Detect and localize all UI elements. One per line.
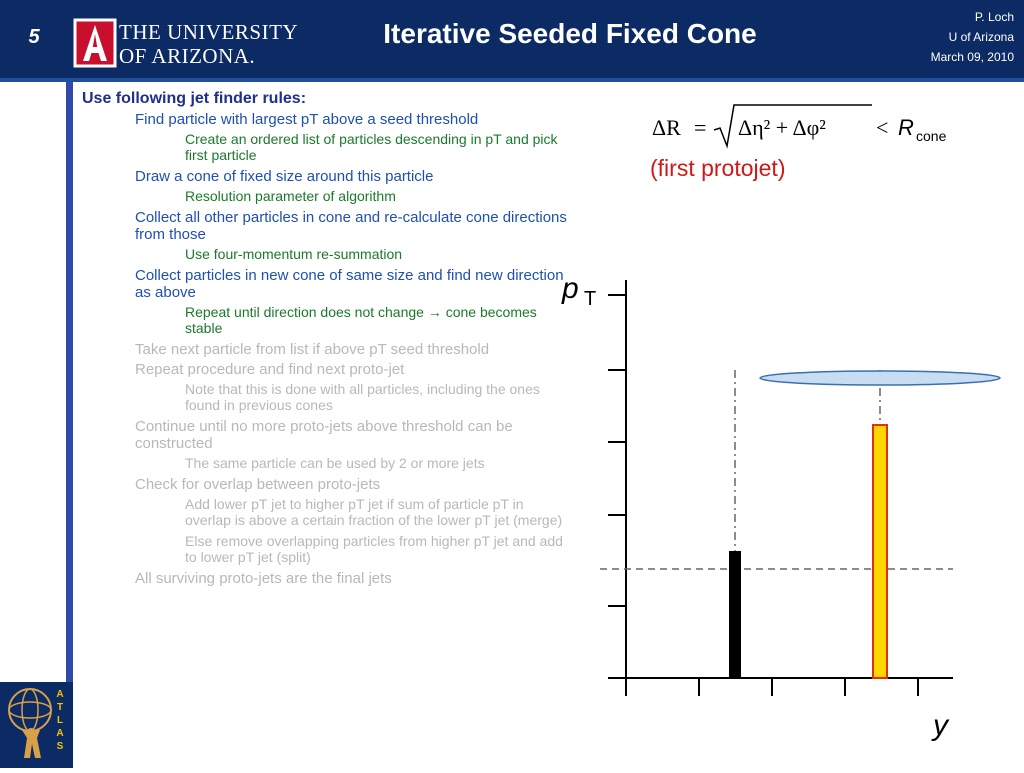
x-axis-label: y bbox=[933, 709, 948, 742]
bullet-item: Check for overlap between proto-jets bbox=[135, 476, 381, 493]
bullet-item: All surviving proto-jets are the final jets bbox=[135, 570, 392, 587]
logo-text-line2: OF ARIZONA. bbox=[119, 44, 256, 68]
formula-less-than: < bbox=[876, 115, 889, 140]
author-block bbox=[931, 7, 1014, 67]
high-pt-particle-bar bbox=[873, 425, 887, 678]
sub-bullet-item: Add lower pT jet to higher pT jet if sum of particle pT in overlap is above a certain fraction of the lower pT jet (merge) bbox=[185, 496, 563, 528]
left-accent-bar bbox=[66, 82, 73, 682]
slide-number: 5 bbox=[28, 26, 40, 48]
slide-title: Iterative Seeded Fixed Cone bbox=[383, 18, 757, 49]
header-divider bbox=[0, 78, 1024, 82]
y-axis-ticks bbox=[608, 295, 626, 606]
sub-bullet-item: Repeat until direction does not change → cone becomes stable bbox=[185, 304, 537, 336]
bullet-item: Collect particles in new cone of same size and find new direction as above bbox=[135, 267, 564, 301]
atlas-letter: A bbox=[56, 689, 64, 700]
bullet-item: Collect all other particles in cone and re-calculate cone directions from those bbox=[135, 209, 567, 243]
y-axis-label-subscript: T bbox=[584, 288, 597, 310]
bullet-item: Find particle with largest pT above a seed threshold bbox=[135, 111, 479, 128]
protojet-annotation: (first protojet) bbox=[650, 155, 786, 181]
jet-pt-diagram bbox=[560, 265, 1020, 768]
formula-svg bbox=[650, 102, 960, 152]
bullet-item: Continue until no more proto-jets above threshold can be constructed bbox=[135, 418, 513, 452]
sub-bullet-item: Resolution parameter of algorithm bbox=[185, 188, 396, 204]
sub-bullet-item: Else remove overlapping particles from higher pT jet and add to lower pT jet (split) bbox=[185, 533, 563, 565]
arizona-a-icon bbox=[73, 16, 117, 70]
list-items bbox=[82, 111, 572, 587]
sub-bullet-item: The same particle can be used by 2 or more jets bbox=[185, 455, 485, 471]
atlas-figure-icon bbox=[0, 682, 56, 768]
low-pt-particle-bar bbox=[729, 551, 741, 678]
presentation-date: March 09, 2010 bbox=[930, 50, 1014, 64]
bullet-item: Repeat procedure and find next proto-jet bbox=[135, 361, 405, 378]
formula-equals: = bbox=[694, 115, 707, 140]
slide-header bbox=[0, 0, 1024, 78]
fixed-cone bbox=[760, 371, 1000, 385]
sub-bullet-item: Use four-momentum re-summation bbox=[185, 246, 403, 262]
cone-formula bbox=[650, 102, 960, 152]
atlas-letters bbox=[54, 688, 66, 753]
bullet-list bbox=[82, 90, 572, 590]
x-axis-ticks bbox=[626, 678, 918, 696]
university-logo bbox=[73, 16, 299, 70]
atlas-letter: A bbox=[56, 728, 64, 739]
sub-bullet-item: Note that this is done with all particles, including the ones found in previous cones bbox=[185, 381, 540, 413]
atlas-letter: T bbox=[56, 702, 64, 713]
list-heading: Use following jet finder rules: bbox=[82, 90, 307, 107]
formula-radicand: Δη² + Δφ² bbox=[738, 115, 826, 140]
formula-lhs: ΔR bbox=[652, 115, 681, 140]
atlas-logo bbox=[0, 682, 73, 768]
y-axis-label: p bbox=[562, 272, 579, 305]
author-name: P. Loch bbox=[974, 10, 1014, 24]
bullet-item: Draw a cone of fixed size around this particle bbox=[135, 168, 434, 185]
formula-rhs: R bbox=[898, 115, 914, 140]
author-institution: U of Arizona bbox=[948, 30, 1014, 44]
sub-bullet-item: Create an ordered list of particles descending in pT and pick first particle bbox=[185, 131, 558, 163]
formula-rhs-subscript: cone bbox=[916, 128, 947, 144]
logo-text-line1: THE UNIVERSITY bbox=[119, 20, 299, 44]
bullet-item: Take next particle from list if above pT seed threshold bbox=[135, 341, 490, 358]
atlas-letter: S bbox=[56, 741, 64, 752]
atlas-letter: L bbox=[56, 715, 64, 726]
diagram-svg bbox=[560, 265, 1020, 768]
